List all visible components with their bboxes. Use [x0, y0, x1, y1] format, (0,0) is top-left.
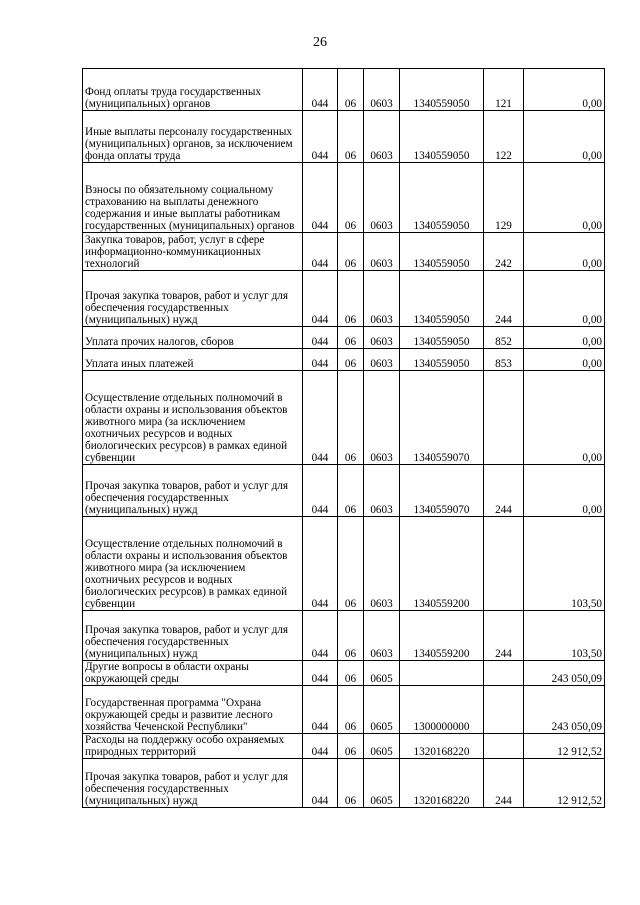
table-row — [83, 759, 605, 808]
amount-cell: 0,00 — [524, 69, 605, 111]
subsection-code-cell: 0603 — [364, 349, 400, 371]
target-article-cell: 1320168220 — [400, 734, 484, 759]
row-name-cell: Прочая закупка товаров, работ и услуг для обеспечения государственных (муниципальных) нужд — [83, 271, 303, 327]
expense-type-cell: 244 — [484, 611, 524, 661]
table-row — [83, 611, 605, 661]
ministry-code-cell: 044 — [303, 69, 338, 111]
expense-type-cell: 244 — [484, 465, 524, 517]
amount-cell: 0,00 — [524, 371, 605, 465]
subsection-code-cell: 0603 — [364, 271, 400, 327]
expense-type-cell — [484, 517, 524, 611]
subsection-code-cell: 0605 — [364, 686, 400, 734]
table-row — [83, 111, 605, 163]
table-row — [83, 163, 605, 233]
amount-cell: 103,50 — [524, 611, 605, 661]
expense-type-cell: 129 — [484, 163, 524, 233]
expense-type-cell — [484, 686, 524, 734]
amount-cell: 0,00 — [524, 163, 605, 233]
expense-type-cell — [484, 734, 524, 759]
subsection-code-cell: 0603 — [364, 465, 400, 517]
subsection-code-cell: 0605 — [364, 759, 400, 808]
ministry-code-cell: 044 — [303, 734, 338, 759]
table-row — [83, 517, 605, 611]
section-code-cell: 06 — [338, 327, 364, 349]
amount-cell: 0,00 — [524, 233, 605, 271]
section-code-cell: 06 — [338, 686, 364, 734]
target-article-cell: 1340559050 — [400, 69, 484, 111]
table-row — [83, 327, 605, 349]
subsection-code-cell: 0603 — [364, 371, 400, 465]
section-code-cell: 06 — [338, 759, 364, 808]
subsection-code-cell: 0605 — [364, 661, 400, 686]
subsection-code-cell: 0605 — [364, 734, 400, 759]
amount-cell: 0,00 — [524, 349, 605, 371]
target-article-cell: 1340559050 — [400, 349, 484, 371]
target-article-cell: 1320168220 — [400, 759, 484, 808]
budget-table — [82, 68, 605, 808]
ministry-code-cell: 044 — [303, 661, 338, 686]
page-number: 26 — [313, 35, 327, 50]
ministry-code-cell: 044 — [303, 163, 338, 233]
expense-type-cell: 244 — [484, 271, 524, 327]
section-code-cell: 06 — [338, 465, 364, 517]
section-code-cell: 06 — [338, 111, 364, 163]
row-name-cell: Осуществление отдельных полномочий в области охраны и использования объектов животного мира (за исключением охотничьих ресурсов и водных биологических ресурсов) в рамках единой субвенции — [83, 371, 303, 465]
table-row — [83, 349, 605, 371]
section-code-cell: 06 — [338, 661, 364, 686]
expense-type-cell: 244 — [484, 759, 524, 808]
ministry-code-cell: 044 — [303, 371, 338, 465]
expense-type-cell — [484, 371, 524, 465]
section-code-cell: 06 — [338, 517, 364, 611]
subsection-code-cell: 0603 — [364, 111, 400, 163]
section-code-cell: 06 — [338, 233, 364, 271]
ministry-code-cell: 044 — [303, 111, 338, 163]
section-code-cell: 06 — [338, 349, 364, 371]
table-row — [83, 69, 605, 111]
expense-type-cell — [484, 661, 524, 686]
amount-cell: 0,00 — [524, 327, 605, 349]
ministry-code-cell: 044 — [303, 686, 338, 734]
table-row — [83, 686, 605, 734]
amount-cell: 243 050,09 — [524, 686, 605, 734]
section-code-cell: 06 — [338, 734, 364, 759]
row-name-cell: Осуществление отдельных полномочий в области охраны и использования объектов животного мира (за исключением охотничьих ресурсов и водных биологических ресурсов) в рамках единой субвенции — [83, 517, 303, 611]
section-code-cell: 06 — [338, 163, 364, 233]
table-row — [83, 271, 605, 327]
ministry-code-cell: 044 — [303, 517, 338, 611]
row-name-cell: Прочая закупка товаров, работ и услуг для обеспечения государственных (муниципальных) нужд — [83, 465, 303, 517]
row-name-cell: Прочая закупка товаров, работ и услуг для обеспечения государственных (муниципальных) нужд — [83, 759, 303, 808]
target-article-cell: 1340559050 — [400, 163, 484, 233]
amount-cell: 12 912,52 — [524, 734, 605, 759]
target-article-cell: 1340559050 — [400, 111, 484, 163]
target-article-cell — [400, 661, 484, 686]
table-row — [83, 734, 605, 759]
target-article-cell: 1300000000 — [400, 686, 484, 734]
row-name-cell: Другие вопросы в области охраны окружающей среды — [83, 661, 303, 686]
subsection-code-cell: 0603 — [364, 163, 400, 233]
section-code-cell: 06 — [338, 69, 364, 111]
amount-cell: 103,50 — [524, 517, 605, 611]
expense-type-cell: 852 — [484, 327, 524, 349]
expense-type-cell: 121 — [484, 69, 524, 111]
amount-cell: 12 912,52 — [524, 759, 605, 808]
section-code-cell: 06 — [338, 611, 364, 661]
ministry-code-cell: 044 — [303, 611, 338, 661]
ministry-code-cell: 044 — [303, 327, 338, 349]
table-row — [83, 465, 605, 517]
table-row — [83, 661, 605, 686]
ministry-code-cell: 044 — [303, 271, 338, 327]
section-code-cell: 06 — [338, 371, 364, 465]
subsection-code-cell: 0603 — [364, 327, 400, 349]
row-name-cell: Государственная программа "Охрана окружающей среды и развитие лесного хозяйства Чеченской Республики" — [83, 686, 303, 734]
amount-cell: 0,00 — [524, 111, 605, 163]
ministry-code-cell: 044 — [303, 465, 338, 517]
target-article-cell: 1340559050 — [400, 327, 484, 349]
amount-cell: 0,00 — [524, 465, 605, 517]
table-row — [83, 371, 605, 465]
target-article-cell: 1340559070 — [400, 465, 484, 517]
amount-cell: 0,00 — [524, 271, 605, 327]
subsection-code-cell: 0603 — [364, 611, 400, 661]
row-name-cell: Прочая закупка товаров, работ и услуг для обеспечения государственных (муниципальных) нужд — [83, 611, 303, 661]
target-article-cell: 1340559050 — [400, 271, 484, 327]
target-article-cell: 1340559200 — [400, 611, 484, 661]
row-name-cell: Иные выплаты персоналу государственных (муниципальных) органов, за исключением фонда оплаты труда — [83, 111, 303, 163]
row-name-cell: Уплата иных платежей — [83, 349, 303, 371]
row-name-cell: Уплата прочих налогов, сборов — [83, 327, 303, 349]
row-name-cell: Закупка товаров, работ, услуг в сфере информационно-коммуникационных технологий — [83, 233, 303, 271]
section-code-cell: 06 — [338, 271, 364, 327]
expense-type-cell: 853 — [484, 349, 524, 371]
table-row — [83, 233, 605, 271]
row-name-cell: Фонд оплаты труда государственных (муниципальных) органов — [83, 69, 303, 111]
row-name-cell: Расходы на поддержку особо охраняемых природных территорий — [83, 734, 303, 759]
amount-cell: 243 050,09 — [524, 661, 605, 686]
subsection-code-cell: 0603 — [364, 233, 400, 271]
row-name-cell: Взносы по обязательному социальному страхованию на выплаты денежного содержания и иные выплаты работникам государственных (муниципальных) органов — [83, 163, 303, 233]
expense-type-cell: 122 — [484, 111, 524, 163]
subsection-code-cell: 0603 — [364, 69, 400, 111]
ministry-code-cell: 044 — [303, 759, 338, 808]
ministry-code-cell: 044 — [303, 349, 338, 371]
target-article-cell: 1340559050 — [400, 233, 484, 271]
target-article-cell: 1340559070 — [400, 371, 484, 465]
target-article-cell: 1340559200 — [400, 517, 484, 611]
expense-type-cell: 242 — [484, 233, 524, 271]
ministry-code-cell: 044 — [303, 233, 338, 271]
subsection-code-cell: 0603 — [364, 517, 400, 611]
